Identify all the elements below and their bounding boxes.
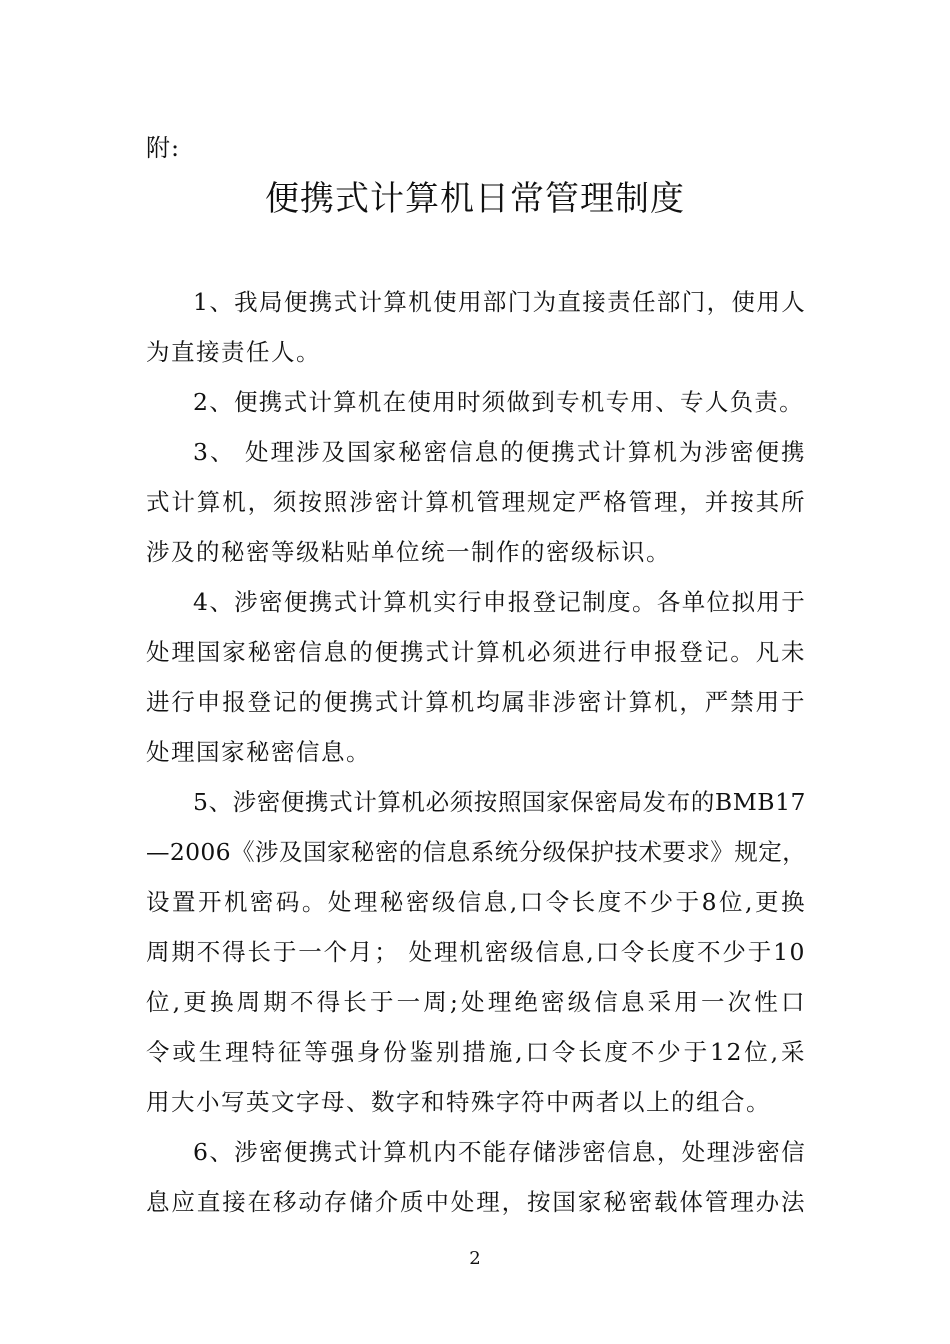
paragraph-line: 为直接责任人。: [146, 338, 321, 366]
paragraph-line: 位,更换周期不得长于一周;处理绝密级信息采用一次性口: [146, 988, 806, 1016]
paragraph-line: —2006《涉及国家秘密的信息系统分级保护技术要求》规定，: [146, 838, 806, 866]
paragraph-1: [146, 277, 806, 377]
paragraph-3: [146, 427, 806, 577]
paragraph-line: 息应直接在移动存储介质中处理，按国家秘密载体管理办法: [146, 1188, 806, 1216]
paragraph-line: 处理国家秘密信息的便携式计算机必须进行申报登记。凡未: [146, 638, 806, 666]
paragraph-line: 涉及的秘密等级粘贴单位统一制作的密级标识。: [146, 538, 671, 566]
paragraph-6: [146, 1127, 806, 1227]
paragraph-5: [146, 777, 806, 1127]
paragraph-line: 设置开机密码。处理秘密级信息,口令长度不少于8位,更换: [146, 888, 806, 916]
paragraph-line: 3、 处理涉及国家秘密信息的便携式计算机为涉密便携: [193, 438, 806, 466]
page-number: 2: [469, 1248, 481, 1269]
paragraph-4: [146, 577, 806, 777]
paragraph-line: 2、便携式计算机在使用时须做到专机专用、专人负责。: [193, 388, 804, 416]
paragraph-line: 6、涉密便携式计算机内不能存储涉密信息，处理涉密信: [193, 1138, 806, 1166]
paragraph-line: 处理国家秘密信息。: [146, 738, 371, 766]
document-body: [146, 277, 806, 1227]
document-title: 便携式计算机日常管理制度: [265, 179, 685, 219]
paragraph-line: 周期不得长于一个月； 处理机密级信息,口令长度不少于10: [146, 938, 806, 966]
paragraph-line: 令或生理特征等强身份鉴别措施,口令长度不少于12位,采: [146, 1038, 806, 1066]
paragraph-line: 进行申报登记的便携式计算机均属非涉密计算机，严禁用于: [146, 688, 806, 716]
paragraph-line: 式计算机，须按照涉密计算机管理规定严格管理，并按其所: [146, 488, 806, 516]
paragraph-line: 1、我局便携式计算机使用部门为直接责任部门，使用人: [193, 288, 806, 316]
paragraph-line: 用大小写英文字母、数字和特殊字符中两者以上的组合。: [146, 1088, 771, 1116]
attachment-label: 附:: [146, 134, 181, 162]
paragraph-line: 4、涉密便携式计算机实行申报登记制度。各单位拟用于: [193, 588, 806, 616]
paragraph-line: 5、涉密便携式计算机必须按照国家保密局发布的BMB17: [193, 788, 806, 816]
paragraph-2: [146, 377, 806, 427]
